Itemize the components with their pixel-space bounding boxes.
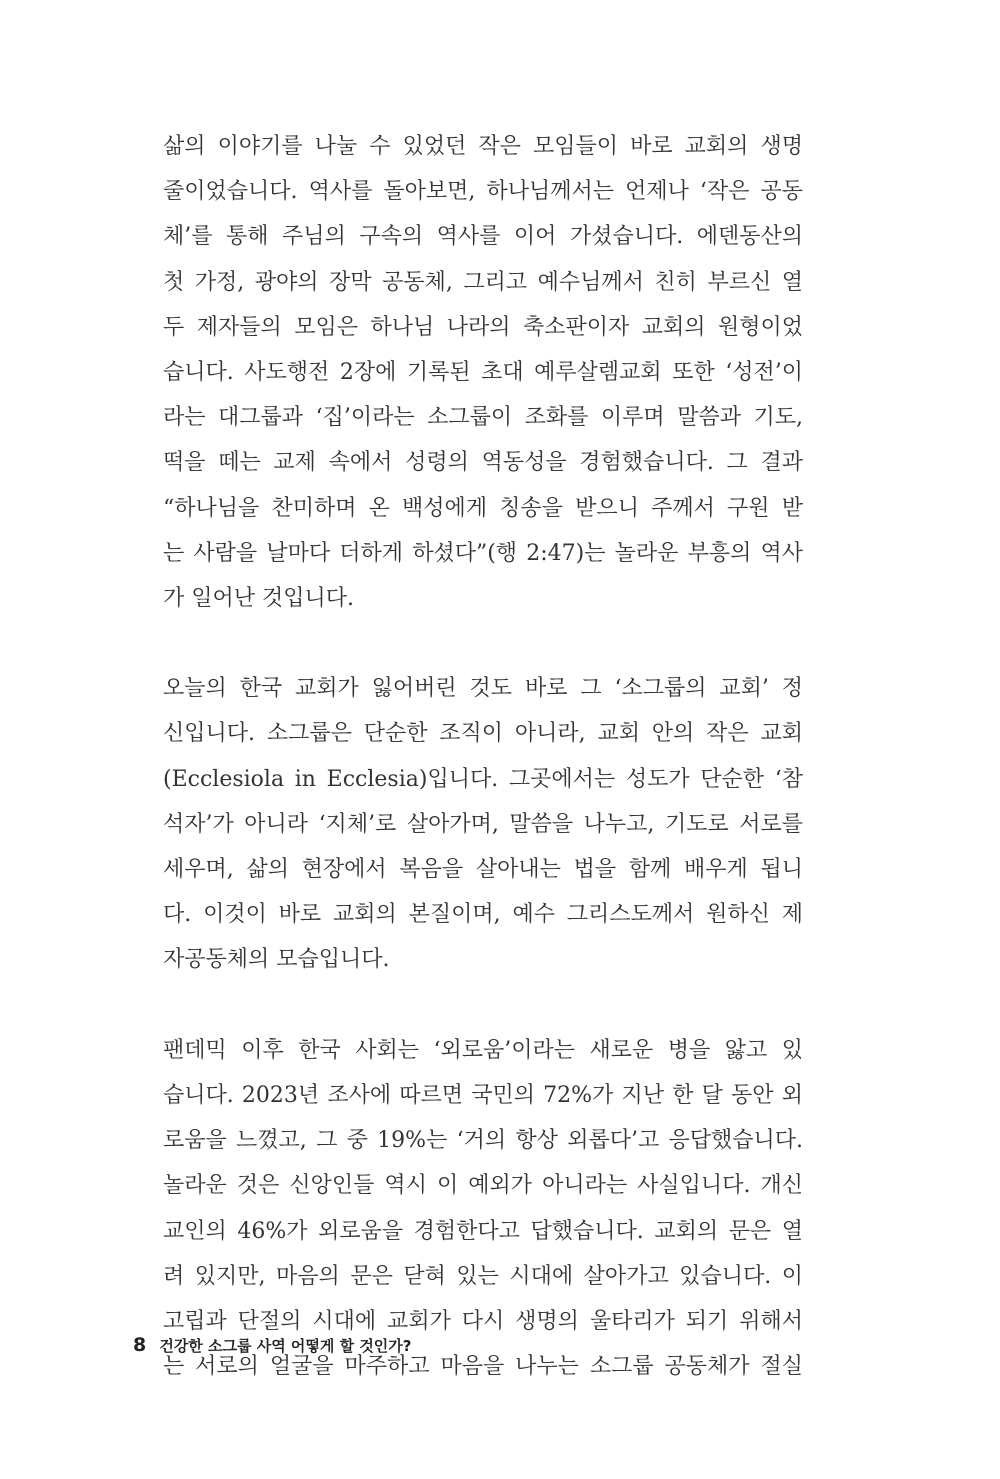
- book-title: 건강한 소그룹 사역 어떻게 할 것인가?: [159, 1337, 412, 1355]
- text-line: 신입니다. 소그룹은 단순한 조직이 아니라, 교회 안의 작은 교회: [163, 721, 803, 747]
- text-line: 줄이었습니다. 역사를 돌아보면, 하나님께서는 언제나 ‘작은 공동: [163, 179, 803, 205]
- text-line: 습니다. 2023년 조사에 따르면 국민의 72%가 지난 한 달 동안 외: [163, 1082, 803, 1108]
- text-line: 교인의 46%가 외로움을 경험한다고 답했습니다. 교회의 문은 열: [163, 1218, 803, 1244]
- text-line: 오늘의 한국 교회가 잃어버린 것도 바로 그 ‘소그룹의 교회’ 정: [163, 676, 803, 702]
- text-line: 고립과 단절의 시대에 교회가 다시 생명의 울타리가 되기 위해서: [163, 1308, 803, 1334]
- page-number: 8: [133, 1334, 147, 1356]
- text-line: 려 있지만, 마음의 문은 닫혀 있는 시대에 살아가고 있습니다. 이: [163, 1263, 803, 1289]
- text-line: 석자’가 아니라 ‘지체’로 살아가며, 말씀을 나누고, 기도로 서로를: [163, 811, 803, 837]
- page-footer: [133, 1332, 412, 1358]
- paragraph-gap: [163, 621, 803, 666]
- text-line: 첫 가정, 광야의 장막 공동체, 그리고 예수님께서 친히 부르신 열: [163, 269, 803, 295]
- text-line: 가 일어난 것입니다.: [163, 585, 354, 611]
- text-line: 자공동체의 모습입니다.: [163, 947, 390, 973]
- text-line: 는 서로의 얼굴을 마주하고 마음을 나누는 소그룹 공동체가 절실: [163, 1354, 803, 1380]
- text-line: 팬데믹 이후 한국 사회는 ‘외로움’이라는 새로운 병을 앓고 있: [163, 1037, 803, 1063]
- paragraph-2: [163, 666, 803, 982]
- paragraph-gap: [163, 983, 803, 1028]
- text-line: 체’를 통해 주님의 구속의 역사를 이어 가셨습니다. 에덴동산의: [163, 224, 803, 250]
- text-line: 두 제자들의 모임은 하나님 나라의 축소판이자 교회의 원형이었: [163, 314, 803, 340]
- text-line: 놀라운 것은 신앙인들 역시 이 예외가 아니라는 사실입니다. 개신: [163, 1173, 803, 1199]
- text-line: 로움을 느꼈고, 그 중 19%는 ‘거의 항상 외롭다’고 응답했습니다.: [163, 1128, 803, 1154]
- text-line: 라는 대그룹과 ‘집’이라는 소그룹이 조화를 이루며 말씀과 기도,: [163, 405, 803, 431]
- paragraph-1: [163, 124, 803, 621]
- text-line: 다. 이것이 바로 교회의 본질이며, 예수 그리스도께서 원하신 제: [163, 902, 803, 928]
- text-line: 는 사람을 날마다 더하게 하셨다”(행 2:47)는 놀라운 부흥의 역사: [163, 540, 803, 566]
- text-line: 세우며, 삶의 현장에서 복음을 살아내는 법을 함께 배우게 됩니: [163, 857, 803, 882]
- text-line: 떡을 떼는 교제 속에서 성령의 역동성을 경험했습니다. 그 결과: [163, 450, 803, 476]
- text-line: “하나님을 찬미하며 온 백성에게 칭송을 받으니 주께서 구원 받: [163, 495, 803, 521]
- body-text: [163, 124, 803, 1389]
- text-line: 삶의 이야기를 나눌 수 있었던 작은 모임들이 바로 교회의 생명: [163, 134, 803, 159]
- text-line: (Ecclesiola in Ecclesia)입니다. 그곳에서는 성도가 단순한 ‘참: [163, 766, 803, 792]
- text-line: 습니다. 사도행전 2장에 기록된 초대 예루살렘교회 또한 ‘성전’이: [163, 359, 803, 385]
